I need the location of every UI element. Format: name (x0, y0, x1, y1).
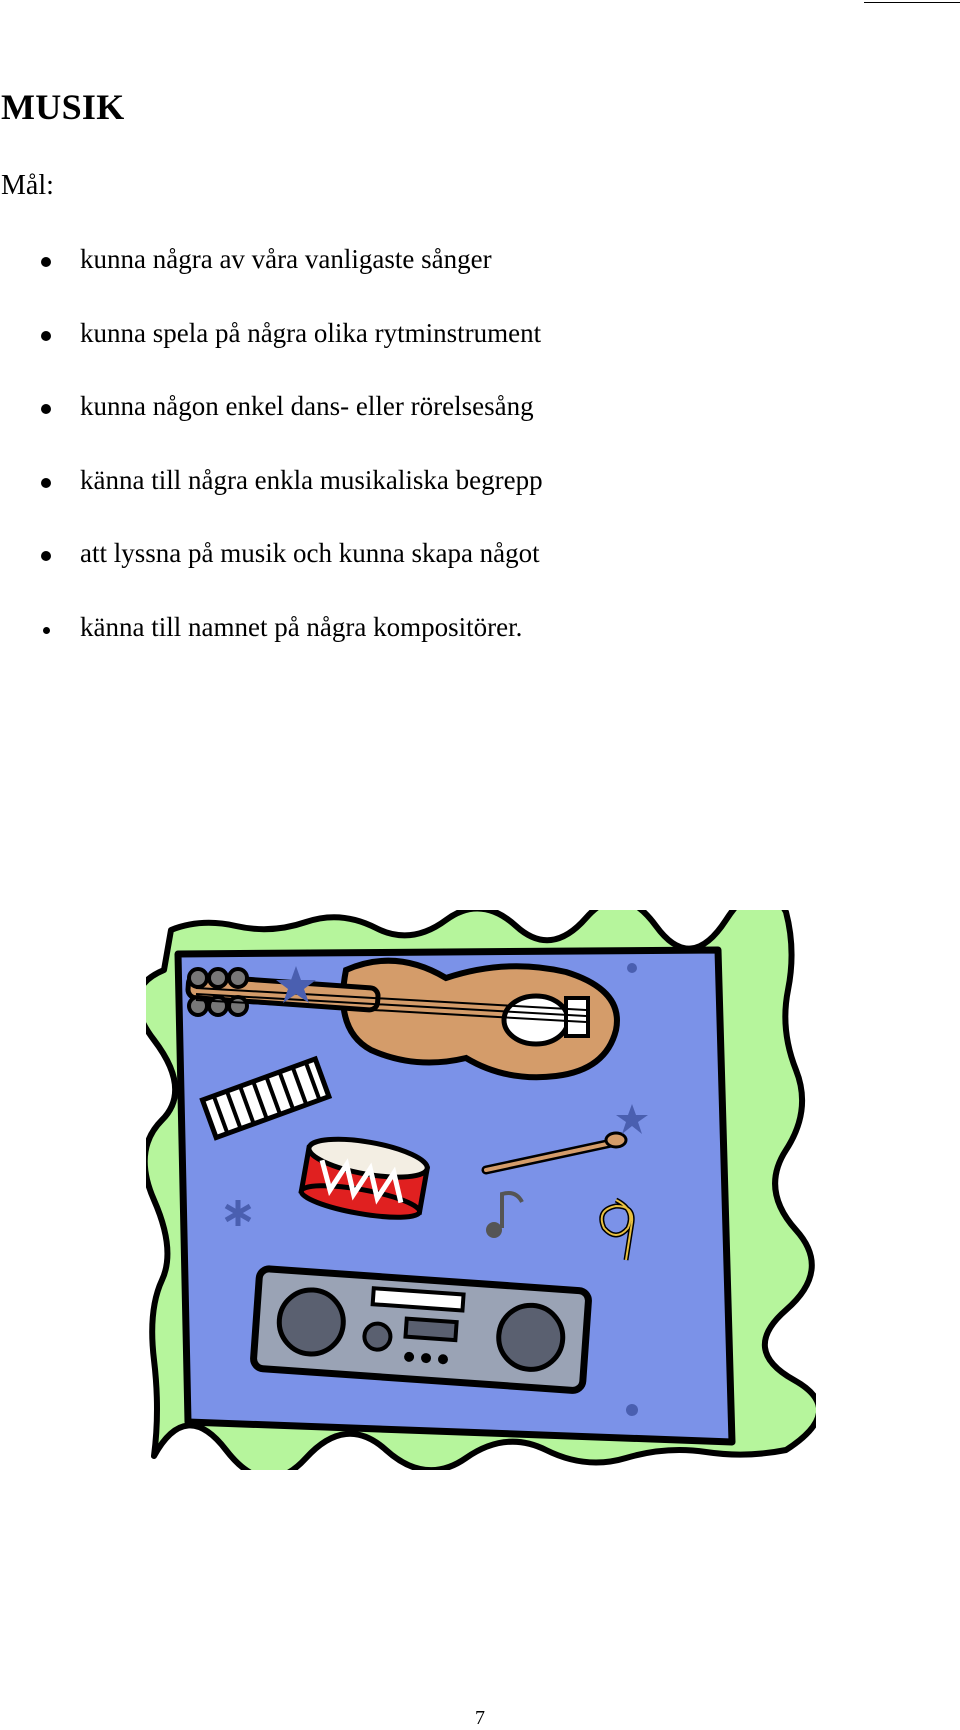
bullet-icon (41, 331, 51, 341)
dot-icon (626, 1404, 638, 1416)
goal-text: känna till några enkla musikaliska begrepp (80, 464, 543, 495)
bullet-icon (41, 551, 51, 561)
bullet-icon (41, 257, 51, 267)
goal-text: kunna någon enkel dans- eller rörelsesång (80, 391, 534, 422)
bullet-icon (41, 404, 51, 414)
dot-icon (627, 963, 637, 973)
goal-text: kunna några av våra vanligaste sånger (80, 244, 492, 274)
header-rule (864, 2, 960, 3)
goal-text: känna till namnet på några kompositörer. (80, 611, 523, 642)
boombox-icon (253, 1268, 589, 1391)
page-title: MUSIK (1, 87, 125, 127)
bullet-icon (41, 478, 51, 488)
goal-text: kunna spela på några olika rytminstrument (80, 317, 542, 348)
page-number: 7 (475, 1707, 485, 1729)
bullet-icon (43, 627, 50, 634)
goal-text: att lyssna på musik och kunna skapa något (80, 538, 540, 569)
goals-heading: Mål: (1, 170, 54, 201)
music-instruments-illustration (146, 910, 816, 1470)
